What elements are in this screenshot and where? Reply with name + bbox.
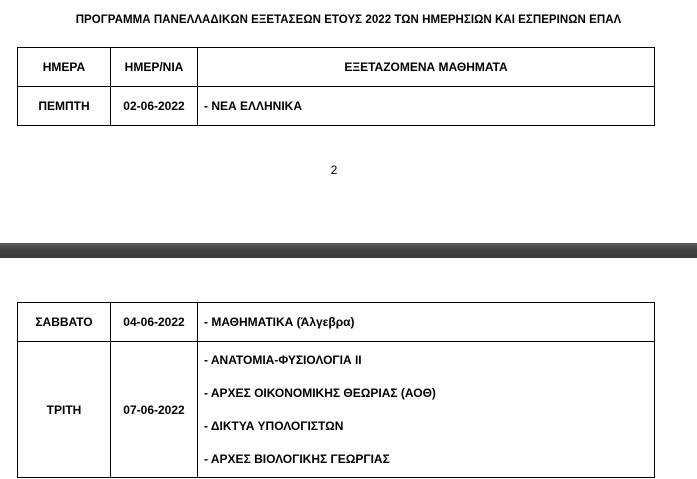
document-title: ΠΡΟΓΡΑΜΜΑ ΠΑΝΕΛΛΑΔΙΚΩΝ ΕΞΕΤΑΣΕΩΝ ΕΤΟΥΣ 2022 ΤΩΝ ΗΜΕΡΗΣΙΩΝ ΚΑΙ ΕΣΠΕΡΙΝΩΝ ΕΠΑΛ [75, 14, 622, 26]
row-subjects [198, 342, 655, 478]
list-item: - ΑΡΧΕΣ ΒΙΟΛΟΓΙΚΗΣ ΓΕΩΡΓΙΑΣ [204, 452, 390, 466]
row-date: 07-06-2022 [111, 342, 198, 478]
table-header-row [18, 48, 655, 87]
list-item: - ΑΝΑΤΟΜΙΑ-ΦΥΣΙΟΛΟΓΙΑ ΙΙ [204, 353, 362, 367]
row-subject: - ΝΕΑ ΕΛΛΗΝΙΚΑ [198, 87, 655, 126]
list-item: - ΔΙΚΤΥΑ ΥΠΟΛΟΓΙΣΤΩΝ [204, 419, 344, 433]
page-number: 2 [330, 163, 338, 177]
table-row [18, 87, 655, 126]
row-day: ΣΑΒΒΑΤΟ [18, 303, 111, 342]
row-date: 02-06-2022 [111, 87, 198, 126]
row-day: ΤΡΙΤΗ [18, 342, 111, 478]
row-subject: - ΜΑΘΗΜΑΤΙΚΑ (Άλγεβρα) [198, 303, 655, 342]
header-subjects: ΕΞΕΤΑΖΟΜΕΝΑ ΜΑΘΗΜΑΤΑ [198, 48, 655, 87]
table-row [18, 303, 655, 342]
table-row [18, 342, 655, 478]
schedule-table [17, 47, 655, 126]
header-date: ΗΜΕΡ/ΝΙΑ [111, 48, 198, 87]
subject-list [198, 349, 654, 470]
schedule-table-continued [17, 302, 655, 478]
row-day: ΠΕΜΠΤΗ [18, 87, 111, 126]
row-date: 04-06-2022 [111, 303, 198, 342]
page-separator [0, 243, 697, 258]
list-item: - ΑΡΧΕΣ ΟΙΚΟΝΟΜΙΚΗΣ ΘΕΩΡΙΑΣ (ΑΟΘ) [204, 386, 436, 400]
header-day: ΗΜΕΡΑ [18, 48, 111, 87]
